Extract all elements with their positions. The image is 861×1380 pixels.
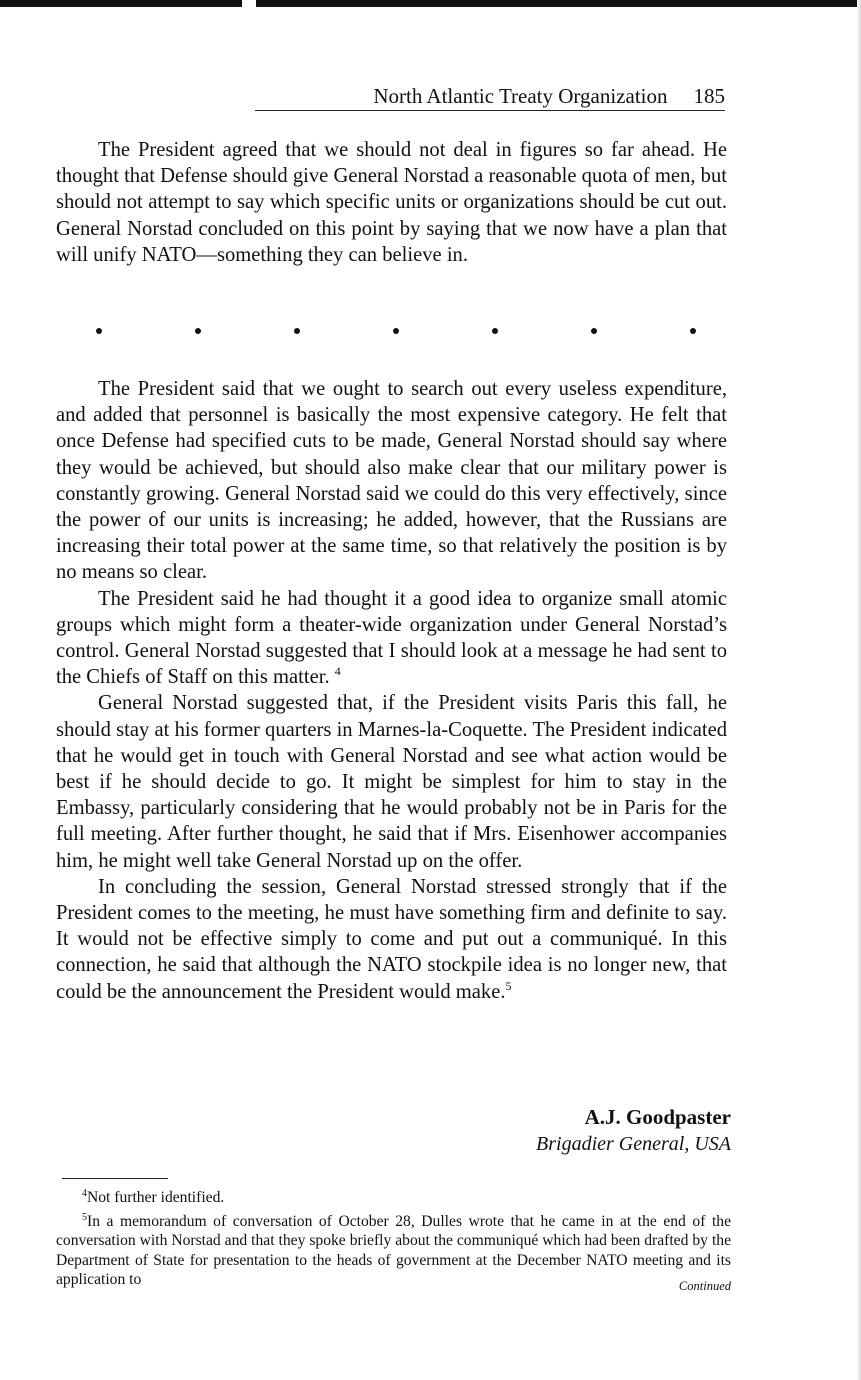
top-scan-border-right [256, 0, 861, 7]
paragraph-text: In concluding the session, General Norstad stressed strongly that if the President comes to the meeting, he must have something firm and definite to say. It would not be effective simply to come and put out a communiqué. In this connection, he said that although the NATO stockpile idea is no longer new, that could be the announcement the President would make. [56, 875, 727, 1003]
paragraph: The President said that we ought to search out every useless expenditure, and added that personnel is basically the most expensive category. He felt that once Defense had specified cuts to be made, General Norstad should say where they would be achieved, but should also make clear that our military power is constantly growing. General Norstad said we could do this very effectively, since the power of our units is increasing; he added, however, that the Russians are increasing their total power at the same time, so that relatively the position is by no means so clear. [56, 378, 727, 584]
footnote-ref-4: 4 [334, 664, 341, 679]
top-scan-border-left [0, 0, 242, 7]
footnote-4 [56, 1184, 731, 1208]
footnote-mark: 4 [82, 1188, 87, 1199]
dot [492, 328, 498, 334]
footnote-mark: 5 [82, 1211, 87, 1223]
running-header [255, 82, 725, 111]
dot [96, 328, 102, 334]
dot [690, 328, 696, 334]
header-title: North Atlantic Treaty Organization [373, 84, 668, 108]
dot [195, 328, 201, 334]
dot [294, 328, 300, 334]
text-block-lower [56, 376, 727, 1005]
paragraph [56, 874, 727, 1005]
footnote-ref-5: 5 [505, 978, 512, 993]
text-block-upper [56, 137, 727, 268]
footnotes [56, 1184, 731, 1290]
page-edge-shadow [857, 0, 861, 1380]
dot [393, 328, 399, 334]
dot [591, 328, 597, 334]
paragraph-text: The President said he had thought it a good idea to organize small atomic groups which might form a theater-wide organization under General Norstad’s control. General Norstad suggested that I should look at a message he had sent to the Chiefs of Staff on this matter. [56, 587, 727, 689]
footnote-divider [62, 1178, 168, 1179]
paragraph: The President agreed that we should not deal in figures so far ahead. He thought that Defense should give General Norstad a reasonable quota of men, but should not attempt to say which specific units or organizations should be cut out. General Norstad concluded on this point by saying that we now have a plan that will unify NATO—something they can believe in. [56, 139, 727, 266]
signature-name: A.J. Goodpaster [584, 1105, 731, 1129]
footnote-5 [56, 1208, 731, 1290]
footnote-text: In a memorandum of conversation of October 28, Dulles wrote that he came in at the end of the conversation with Norstad and that they spoke briefly about the communiqué which had been drafted by the Department of State for presentation to the heads of government at the December NATO meeting and its application to [56, 1212, 731, 1289]
page-number: 185 [693, 84, 725, 108]
paragraph [56, 586, 727, 691]
continued-label: Continued [678, 1279, 731, 1293]
signature-title: Brigadier General, USA [536, 1133, 731, 1155]
paragraph: General Norstad suggested that, if the President visits Paris this fall, he should stay at his former quarters in Marnes-la-Coquette. The President indicated that he would get in touch with General Norstad and see what action would be best if he should decide to go. It might be simplest for him to stay in the Embassy, particularly considering that he would probably not be in Paris for the full meeting. After further thought, he said that if Mrs. Eisenhower accompanies him, he might well take General Norstad up on the offer. [56, 692, 727, 872]
signature-block [536, 1104, 731, 1158]
omission-dots [96, 328, 696, 348]
footnote-text: Not further identified. [87, 1189, 225, 1207]
